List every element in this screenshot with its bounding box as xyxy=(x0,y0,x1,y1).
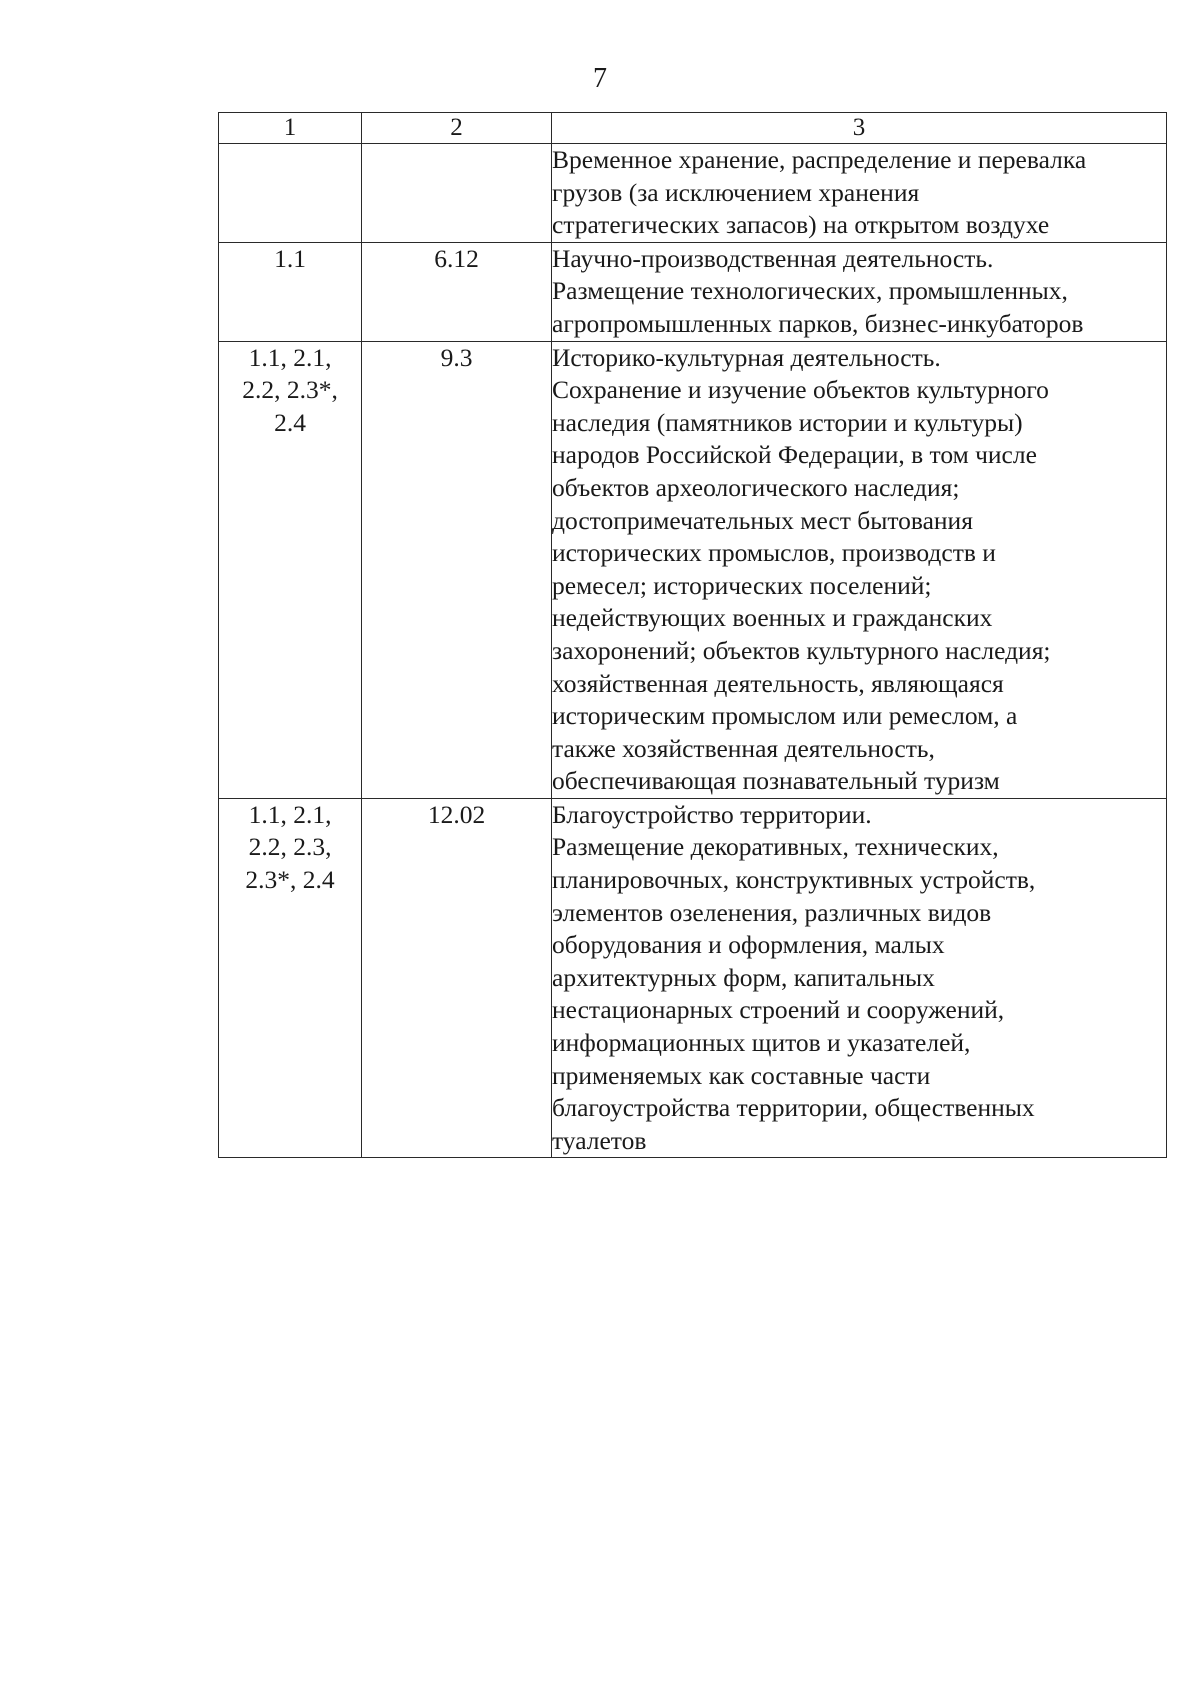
table-row xyxy=(219,341,1167,798)
description-line: народов Российской Федерации, в том числе xyxy=(552,440,1037,470)
table-body xyxy=(219,144,1167,1158)
zone-codes-cell xyxy=(219,798,362,1158)
description-line: наследия (памятников истории и культуры) xyxy=(552,407,1023,437)
description-line: объектов археологического наследия; xyxy=(552,472,960,502)
description-line: исторических промыслов, производств и xyxy=(552,538,996,568)
use-description-cell xyxy=(552,798,1167,1158)
description-line: хозяйственная деятельность, являющаяся xyxy=(552,668,1004,698)
table-row xyxy=(219,242,1167,341)
description-line: элементов озеленения, различных видов xyxy=(552,897,992,927)
description-line: также хозяйственная деятельность, xyxy=(552,733,935,763)
zone-codes-cell xyxy=(219,144,362,243)
table-header-row xyxy=(219,113,1167,144)
zone-codes-line: 1.1, 2.1, xyxy=(248,799,332,829)
description-line: захоронений; объектов культурного наследия; xyxy=(552,635,1051,665)
description-line: информационных щитов и указателей, xyxy=(552,1028,971,1058)
use-code-cell: 9.3 xyxy=(362,341,552,798)
use-code-cell xyxy=(362,144,552,243)
zone-codes-line: 2.4 xyxy=(274,407,306,437)
use-description-cell xyxy=(552,341,1167,798)
header-col-1: 1 xyxy=(219,113,362,144)
use-code-cell: 12.02 xyxy=(362,798,552,1158)
description-line: оборудования и оформления, малых xyxy=(552,930,945,960)
description-line: Временное хранение, распределение и перевалка xyxy=(552,145,1087,174)
description-line: Научно-производственная деятельность. xyxy=(552,243,994,273)
table-row xyxy=(219,798,1167,1158)
page-number: 7 xyxy=(593,63,607,94)
description-line: применяемых как составные части xyxy=(552,1060,931,1090)
zone-codes-cell xyxy=(219,242,362,341)
description-line: Историко-культурная деятельность. xyxy=(552,342,941,372)
table-row xyxy=(219,144,1167,243)
description-line: обеспечивающая познавательный туризм xyxy=(552,766,1000,796)
use-description-cell xyxy=(552,242,1167,341)
description-line: ремесел; исторических поселений; xyxy=(552,570,932,600)
description-line: недействующих военных и гражданских xyxy=(552,603,993,633)
description-line: стратегических запасов) на открытом воздухе xyxy=(552,210,1050,240)
zone-codes-line: 1.1, 2.1, xyxy=(248,342,332,372)
zone-codes-line: 2.2, 2.3, xyxy=(248,832,332,862)
description-line: агропромышленных парков, бизнес-инкубаторов xyxy=(552,308,1084,338)
use-code-cell: 6.12 xyxy=(362,242,552,341)
zone-codes-line: 2.2, 2.3*, xyxy=(242,375,338,405)
description-line: нестационарных строений и сооружений, xyxy=(552,995,1005,1025)
zone-codes-cell xyxy=(219,341,362,798)
use-description-cell xyxy=(552,144,1167,243)
description-line: достопримечательных мест бытования xyxy=(552,505,973,535)
description-line: Размещение декоративных, технических, xyxy=(552,832,999,862)
header-col-2: 2 xyxy=(362,113,552,144)
description-line: Размещение технологических, промышленных, xyxy=(552,276,1068,306)
zone-codes-line: 1.1 xyxy=(274,243,306,273)
header-col-3: 3 xyxy=(552,113,1167,144)
description-line: Сохранение и изучение объектов культурного xyxy=(552,375,1049,405)
description-line: Благоустройство территории. xyxy=(552,799,872,829)
description-line: архитектурных форм, капитальных xyxy=(552,962,935,992)
description-line: грузов (за исключением хранения xyxy=(552,177,920,207)
zone-codes-line: 2.3*, 2.4 xyxy=(245,865,335,895)
land-use-table xyxy=(218,112,1167,1158)
description-line: историческим промыслом или ремеслом, а xyxy=(552,701,1018,731)
description-line: благоустройства территории, общественных xyxy=(552,1093,1035,1123)
description-line: туалетов xyxy=(552,1125,647,1155)
description-line: планировочных, конструктивных устройств, xyxy=(552,865,1036,895)
